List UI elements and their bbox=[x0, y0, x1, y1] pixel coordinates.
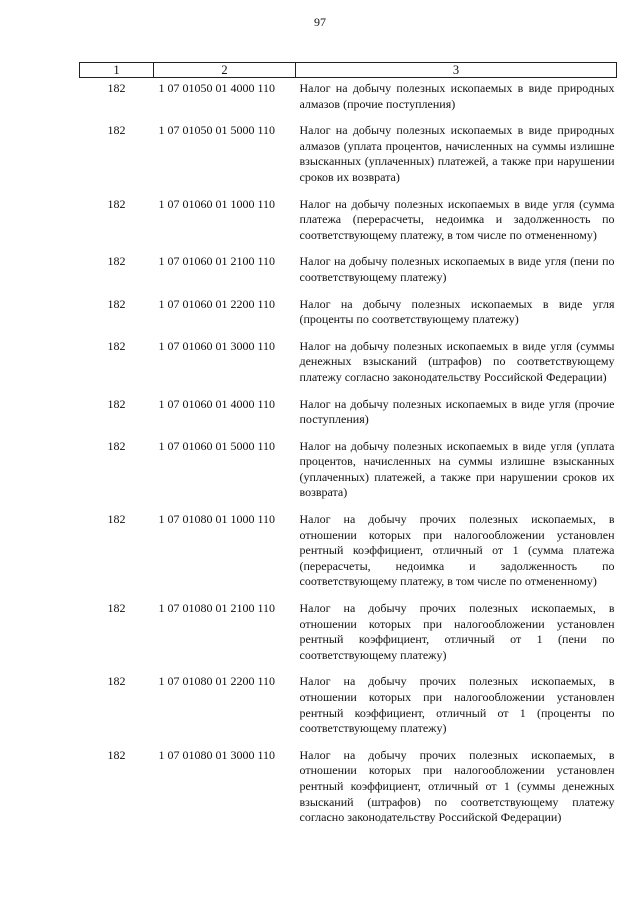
revenue-name-cell: Налог на добычу полезных ископаемых в виде природных алмазов (уплата процентов, начисленных на суммы излишне взысканных (уплаченных) платежей, а также при нарушении сроков их возврата) bbox=[299, 123, 615, 184]
revenue-name-cell: Налог на добычу прочих полезных ископаемых, в отношении которых при налогообложении установлен рентный коэффициент, отличный от 1 (проценты по соответствующему платежу) bbox=[299, 674, 615, 736]
admin-code-cell: 182 bbox=[107, 296, 126, 311]
table-header bbox=[80, 63, 617, 78]
admin-code-cell: 182 bbox=[107, 338, 126, 353]
table-row bbox=[80, 439, 617, 512]
table-row bbox=[80, 123, 617, 196]
revenue-name-cell: Налог на добычу прочих полезных ископаемых, в отношении которых при налогообложении установлен рентный коэффициент, отличный от 1 (сумма платежа (перерасчеты, недоимка и задолженность по соответствующему платежу, в том числе по отмененному) bbox=[299, 512, 615, 589]
budget-code-cell: 1 07 01060 01 3000 110 bbox=[158, 338, 276, 353]
budget-code-cell: 1 07 01060 01 2200 110 bbox=[158, 296, 276, 311]
budget-code-cell: 1 07 01060 01 1000 110 bbox=[158, 196, 276, 211]
budget-code-cell: 1 07 01050 01 4000 110 bbox=[158, 81, 276, 95]
budget-code-cell: 1 07 01060 01 2100 110 bbox=[158, 254, 276, 269]
table-row bbox=[80, 197, 617, 255]
table-row bbox=[80, 512, 617, 601]
table-row bbox=[80, 674, 617, 747]
table-row bbox=[80, 297, 617, 339]
revenue-name-cell: Налог на добычу полезных ископаемых в виде угля (пени по соответствующему платежу) bbox=[299, 254, 615, 284]
revenue-name-cell: Налог на добычу полезных ископаемых в виде угля (суммы денежных взысканий (штрафов) по соответствующему платежу согласно законодательству Российской Федерации) bbox=[299, 338, 615, 384]
revenue-name-cell: Налог на добычу прочих полезных ископаемых, в отношении которых при налогообложении установлен рентный коэффициент, отличный от 1 (суммы денежных взысканий (штрафов) по соответствующему платежу согласно законодательству Российской Федерации) bbox=[299, 747, 615, 825]
table-row bbox=[80, 78, 617, 124]
revenue-name-cell: Налог на добычу полезных ископаемых в виде угля (уплата процентов, начисленных на суммы излишне взысканных (уплаченных) платежей, а также при нарушении сроков их возврата) bbox=[299, 438, 615, 500]
budget-code-cell: 1 07 01080 01 1000 110 bbox=[158, 512, 276, 527]
budget-code-cell: 1 07 01080 01 3000 110 bbox=[158, 747, 276, 762]
table-row bbox=[80, 339, 617, 397]
admin-code-cell: 182 bbox=[107, 512, 126, 527]
table-body bbox=[80, 78, 617, 837]
budget-code-cell: 1 07 01060 01 4000 110 bbox=[158, 396, 276, 411]
admin-code-cell: 182 bbox=[107, 123, 126, 138]
budget-code-cell: 1 07 01080 01 2200 110 bbox=[158, 674, 276, 689]
admin-code-cell: 182 bbox=[107, 81, 126, 95]
budget-code-cell: 1 07 01050 01 5000 110 bbox=[158, 123, 276, 138]
column-header-2: 2 bbox=[154, 63, 296, 78]
page-number: 97 bbox=[314, 15, 326, 29]
admin-code-cell: 182 bbox=[107, 396, 126, 411]
column-header-3: 3 bbox=[296, 63, 617, 78]
budget-codes-table bbox=[79, 62, 617, 837]
revenue-name-cell: Налог на добычу полезных ископаемых в виде угля (прочие поступления) bbox=[299, 396, 615, 427]
revenue-name-cell: Налог на добычу прочих полезных ископаемых, в отношении которых при налогообложении установлен рентный коэффициент, отличный от 1 (пени по соответствующему платежу) bbox=[299, 601, 615, 662]
table-row bbox=[80, 601, 617, 674]
admin-code-cell: 182 bbox=[107, 747, 126, 762]
table-row bbox=[80, 397, 617, 439]
admin-code-cell: 182 bbox=[107, 254, 126, 269]
admin-code-cell: 182 bbox=[107, 196, 126, 211]
table-row bbox=[80, 748, 617, 837]
revenue-name-cell: Налог на добычу полезных ископаемых в виде угля (проценты по соответствующему платежу) bbox=[299, 296, 615, 327]
budget-code-cell: 1 07 01080 01 2100 110 bbox=[158, 601, 276, 616]
revenue-name-cell: Налог на добычу полезных ископаемых в виде угля (сумма платежа (перерасчеты, недоимка и задолженность по соответствующему платежу, в том числе по отмененному) bbox=[299, 196, 615, 242]
admin-code-cell: 182 bbox=[107, 601, 126, 616]
admin-code-cell: 182 bbox=[107, 674, 126, 689]
table-row bbox=[80, 254, 617, 296]
revenue-name-cell: Налог на добычу полезных ископаемых в виде природных алмазов (прочие поступления) bbox=[299, 81, 615, 111]
column-header-1: 1 bbox=[80, 63, 154, 78]
budget-code-cell: 1 07 01060 01 5000 110 bbox=[158, 438, 276, 453]
admin-code-cell: 182 bbox=[107, 438, 126, 453]
